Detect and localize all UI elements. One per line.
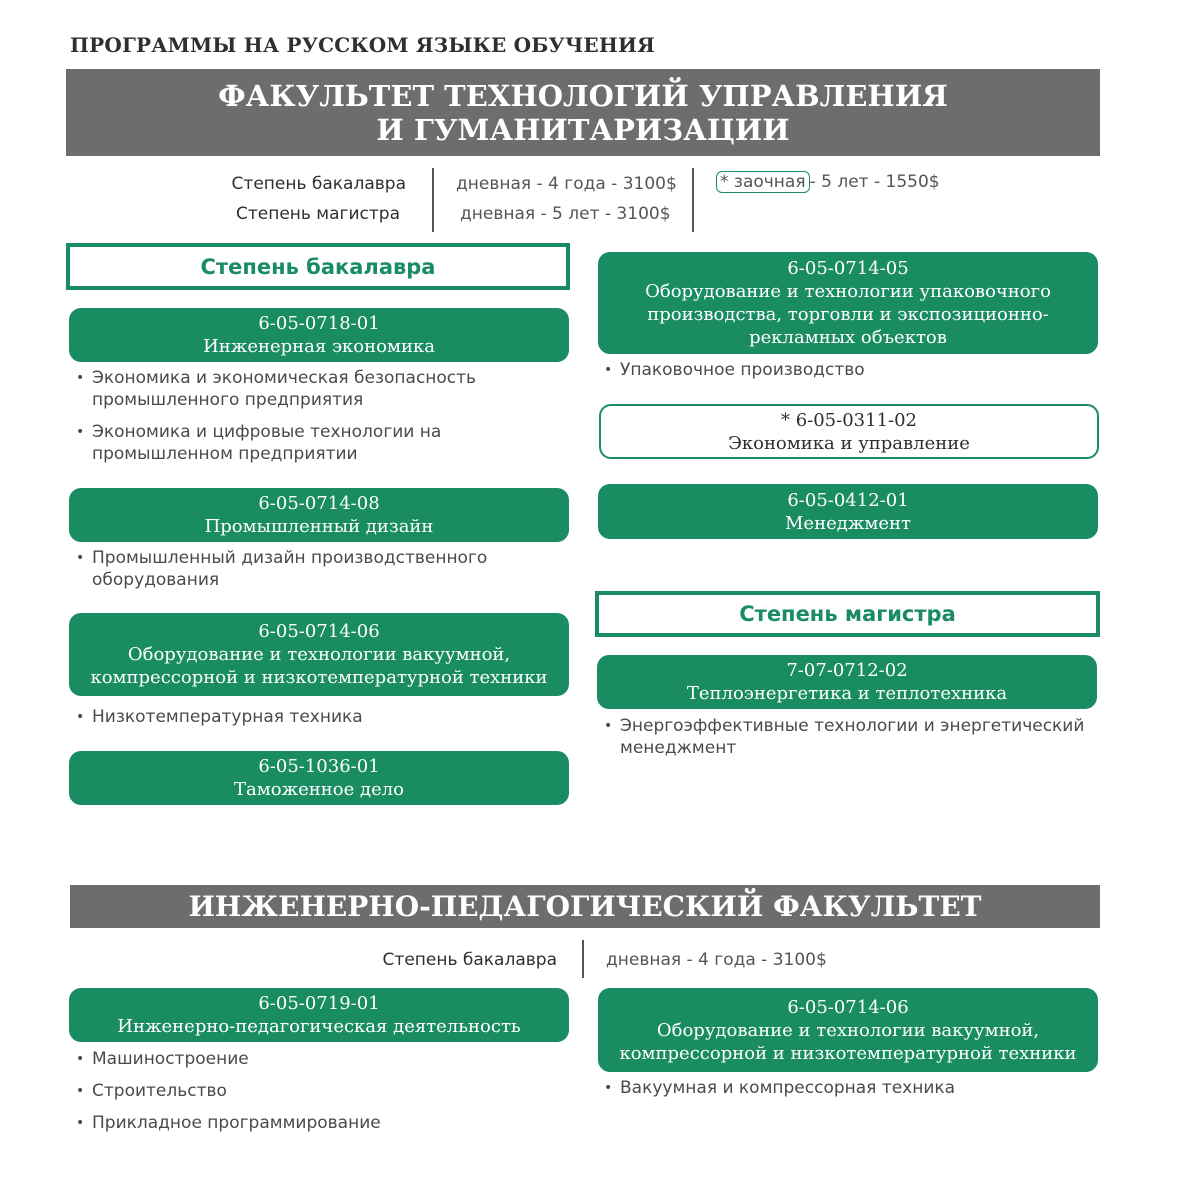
program-name: Менеджмент [785, 512, 911, 534]
info-parttime [716, 172, 940, 192]
specialization-list [72, 706, 572, 738]
program-name: Промышленный дизайн [204, 516, 434, 537]
program-code: 6-05-0714-08 [258, 493, 380, 514]
program-code: * 6-05-0311-02 [780, 409, 918, 431]
program-card[interactable] [69, 308, 569, 362]
specialization-item: • Машиностроение [72, 1048, 572, 1070]
specialization-list [600, 359, 1100, 391]
specialization-item: • Энергоэффективные технологии и энергетический менеджмент [600, 715, 1100, 759]
specialization-item: • Низкотемпературная техника [72, 706, 572, 728]
specialization-list [72, 367, 572, 475]
specialization-item: • Промышленный дизайн производственного оборудования [72, 547, 572, 591]
specialization-item: • Прикладное программирование [72, 1112, 572, 1134]
program-card[interactable] [597, 655, 1097, 709]
faculty-2-header [70, 885, 1100, 928]
master-heading: Степень магистра [595, 591, 1100, 637]
program-name: Таможенное дело [234, 779, 404, 800]
specialization-list [72, 1048, 572, 1144]
program-name-line1: Оборудование и технологии упаковочного [645, 281, 1051, 302]
program-card[interactable] [598, 988, 1098, 1072]
specialization-item: • Экономика и цифровые технологии на промышленном предприятии [72, 421, 572, 465]
program-code: 6-05-0714-06 [787, 996, 909, 1018]
specialization-list [72, 547, 572, 601]
specialization-item: • Строительство [72, 1080, 572, 1102]
specialization-item: • Вакуумная и компрессорная техника [600, 1077, 1100, 1099]
program-card[interactable] [69, 751, 569, 805]
program-name: Экономика и управление [728, 432, 970, 454]
program-name-line3: рекламных объектов [749, 327, 947, 348]
program-code: 7-07-0712-02 [786, 660, 908, 681]
program-card[interactable] [69, 988, 569, 1042]
page-title: ПРОГРАММЫ НА РУССКОМ ЯЗЫКЕ ОБУЧЕНИЯ [70, 33, 655, 57]
program-name-line1: Оборудование и технологии вакуумной, [656, 1019, 1040, 1041]
parttime-marker-box: * заочная [716, 171, 810, 193]
specialization-list [600, 1077, 1100, 1109]
program-code: 6-05-0719-01 [258, 993, 380, 1014]
info-divider-3 [582, 940, 584, 978]
info-divider-2 [692, 168, 694, 232]
info-divider-1 [432, 168, 434, 232]
program-card[interactable] [598, 252, 1098, 354]
info-master-fulltime: дневная - 5 лет - 3100$ [460, 204, 671, 224]
faculty-1-title-line2: И ГУМАНИТАРИЗАЦИИ [376, 112, 790, 147]
specialization-list [600, 715, 1100, 769]
program-code: 6-05-0714-06 [258, 621, 380, 642]
program-name: Теплоэнергетика и теплотехника [686, 683, 1008, 704]
program-code: 6-05-0714-05 [787, 258, 909, 279]
info-bachelor-label: Степень бакалавра [231, 174, 406, 194]
faculty-2-title: ИНЖЕНЕРНО-ПЕДАГОГИЧЕСКИЙ ФАКУЛЬТЕТ [188, 889, 982, 923]
faculty-1-header [66, 69, 1100, 156]
program-card[interactable] [69, 613, 569, 696]
parttime-rest: - 5 лет - 1550$ [809, 172, 940, 192]
specialization-item: • Упаковочное производство [600, 359, 1100, 381]
program-name: Инженерная экономика [203, 336, 435, 357]
program-name-line1: Оборудование и технологии вакуумной, [127, 644, 511, 665]
info-bachelor-fulltime: дневная - 4 года - 3100$ [456, 174, 677, 194]
program-name-line2: производства, торговли и экспозиционно- [647, 304, 1049, 325]
program-code: 6-05-0412-01 [787, 489, 909, 511]
program-name-line2: компрессорной и низкотемпературной техники [619, 1042, 1077, 1064]
program-code: 6-05-0718-01 [258, 313, 380, 334]
program-card[interactable] [69, 488, 569, 542]
specialization-item: • Экономика и экономическая безопасность промышленного предприятия [72, 367, 572, 411]
info-bachelor-label-2: Степень бакалавра [382, 950, 557, 970]
bachelor-heading: Степень бакалавра [66, 243, 570, 290]
faculty-1-title-line1: ФАКУЛЬТЕТ ТЕХНОЛОГИЙ УПРАВЛЕНИЯ [218, 78, 948, 113]
program-name-line2: компрессорной и низкотемпературной техники [90, 667, 548, 688]
info-master-label: Степень магистра [235, 204, 400, 224]
program-name: Инженерно-педагогическая деятельность [117, 1016, 521, 1037]
program-code: 6-05-1036-01 [258, 756, 380, 777]
info-bachelor-fulltime-2: дневная - 4 года - 3100$ [606, 950, 827, 970]
program-card-parttime[interactable] [599, 404, 1099, 459]
program-card[interactable] [598, 484, 1098, 539]
